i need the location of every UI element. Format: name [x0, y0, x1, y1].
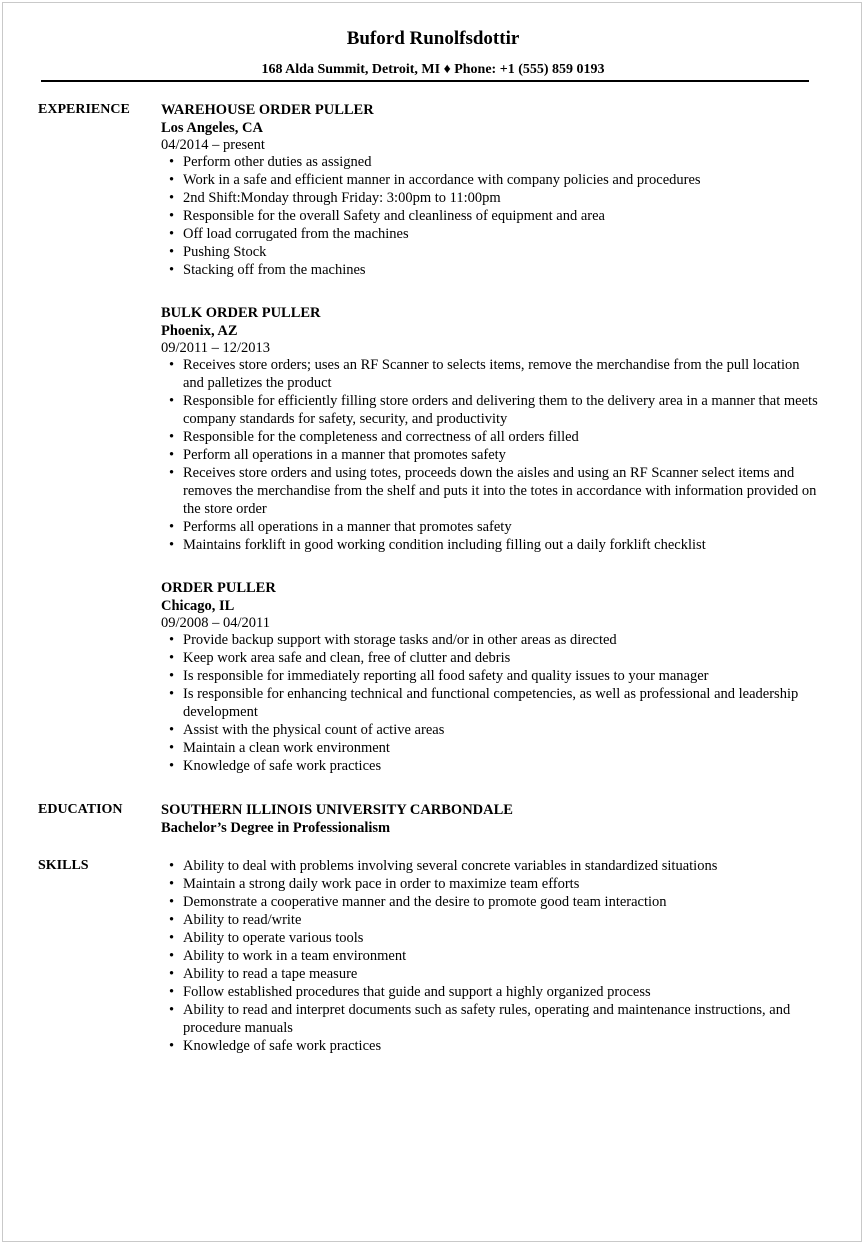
- degree: Bachelor’s Degree in Professionalism: [161, 820, 391, 836]
- list-item: • Ability to operate various tools: [161, 929, 821, 947]
- job-dates: 04/2014 – present: [161, 137, 265, 153]
- school-name: SOUTHERN ILLINOIS UNIVERSITY CARBONDALE: [161, 802, 513, 818]
- skills-list: [161, 857, 821, 1055]
- list-item: • Maintain a clean work environment: [161, 739, 821, 757]
- job-location: Chicago, IL: [161, 598, 235, 614]
- job-entry: [161, 579, 821, 775]
- job-location: Los Angeles, CA: [161, 120, 263, 136]
- list-item: • Keep work area safe and clean, free of clutter and debris: [161, 649, 821, 667]
- list-item: • Receives store orders and using totes, proceeds down the aisles and using an RF Scanner select items and removes the merchandise from the shelf and puts it into the totes in accordance with information provided on the store order: [161, 464, 821, 518]
- list-item: • Responsible for the overall Safety and cleanliness of equipment and area: [161, 207, 821, 225]
- section-label: EXPERIENCE: [38, 102, 130, 117]
- job-title: ORDER PULLER: [161, 580, 276, 596]
- list-item: • Maintains forklift in good working condition including filling out a daily forklift checklist: [161, 536, 821, 554]
- job-bullets: [161, 153, 821, 279]
- list-item: • Is responsible for enhancing technical and functional competencies, as well as professional and leadership development: [161, 685, 821, 721]
- list-item: • Perform all operations in a manner that promotes safety: [161, 446, 821, 464]
- header-divider: [41, 80, 809, 82]
- list-item: • Work in a safe and efficient manner in accordance with company policies and procedures: [161, 171, 821, 189]
- job-entry: [161, 304, 821, 554]
- list-item: • Is responsible for immediately reporting all food safety and quality issues to your manager: [161, 667, 821, 685]
- job-entry: [161, 101, 821, 279]
- list-item: • Assist with the physical count of active areas: [161, 721, 821, 739]
- education-body: [161, 801, 821, 837]
- experience-body: [161, 101, 821, 775]
- list-item: • 2nd Shift:Monday through Friday: 3:00pm to 11:00pm: [161, 189, 821, 207]
- list-item: • Stacking off from the machines: [161, 261, 821, 279]
- list-item: • Ability to deal with problems involving several concrete variables in standardized situations: [161, 857, 821, 875]
- list-item: • Responsible for efficiently filling store orders and delivering them to the delivery area in a manner that meets company standards for safety, security, and productivity: [161, 392, 821, 428]
- list-item: • Demonstrate a cooperative manner and the desire to promote good team interaction: [161, 893, 821, 911]
- list-item: • Maintain a strong daily work pace in order to maximize team efforts: [161, 875, 821, 893]
- list-item: • Off load corrugated from the machines: [161, 225, 821, 243]
- job-dates: 09/2008 – 04/2011: [161, 615, 271, 631]
- job-title: WAREHOUSE ORDER PULLER: [161, 102, 374, 118]
- list-item: • Follow established procedures that guide and support a highly organized process: [161, 983, 821, 1001]
- list-item: • Provide backup support with storage tasks and/or in other areas as directed: [161, 631, 821, 649]
- list-item: • Knowledge of safe work practices: [161, 757, 821, 775]
- list-item: • Ability to read and interpret documents such as safety rules, operating and maintenance instructions, and procedure manuals: [161, 1001, 821, 1037]
- section-label: SKILLS: [38, 858, 89, 873]
- contact-line: 168 Alda Summit, Detroit, MI ♦ Phone: +1 (555) 859 0193: [261, 62, 605, 77]
- job-title: BULK ORDER PULLER: [161, 305, 321, 321]
- list-item: • Perform other duties as assigned: [161, 153, 821, 171]
- list-item: • Responsible for the completeness and correctness of all orders filled: [161, 428, 821, 446]
- list-item: • Pushing Stock: [161, 243, 821, 261]
- list-item: • Knowledge of safe work practices: [161, 1037, 821, 1055]
- job-bullets: [161, 631, 821, 775]
- list-item: • Receives store orders; uses an RF Scanner to selects items, remove the merchandise from the pull location and palletizes the product: [161, 356, 821, 392]
- job-dates: 09/2011 – 12/2013: [161, 340, 271, 356]
- resume-header: [0, 28, 866, 78]
- list-item: • Ability to read a tape measure: [161, 965, 821, 983]
- list-item: • Ability to read/write: [161, 911, 821, 929]
- list-item: • Performs all operations in a manner that promotes safety: [161, 518, 821, 536]
- section-label: EDUCATION: [38, 802, 123, 817]
- candidate-name: Buford Runolfsdottir: [346, 28, 520, 49]
- skills-body: [161, 857, 821, 1055]
- job-bullets: [161, 356, 821, 554]
- list-item: • Ability to work in a team environment: [161, 947, 821, 965]
- job-location: Phoenix, AZ: [161, 323, 238, 339]
